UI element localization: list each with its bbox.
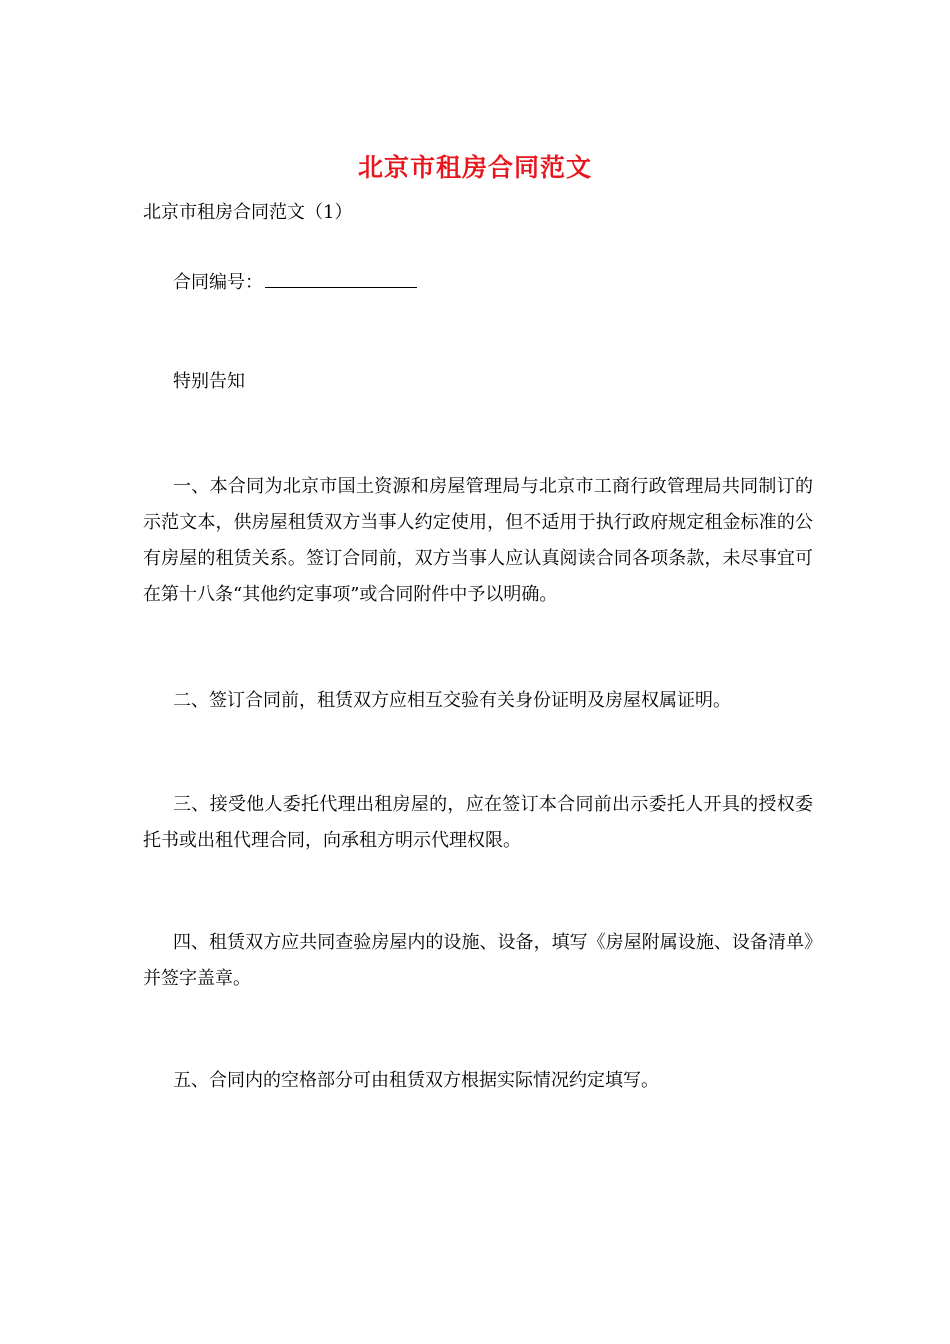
notice-paragraph-5: 五、合同内的空格部分可由租赁双方根据实际情况约定填写。 — [173, 1070, 659, 1091]
contract-number-row — [173, 268, 417, 298]
notice-heading: 特别告知 — [173, 371, 245, 392]
notice-paragraph-4: 四、租赁双方应共同查验房屋内的设施、设备，填写《房屋附属设施、设备清单》并签字盖章。 — [143, 932, 813, 989]
notice-paragraph-2: 二、签订合同前，租赁双方应相互交验有关身份证明及房屋权属证明。 — [173, 690, 731, 711]
notice-paragraph-3: 三、接受他人委托代理出租房屋的，应在签订本合同前出示委托人开具的授权委托书或出租代理合同，向承租方明示代理权限。 — [143, 794, 813, 851]
contract-number-blank — [265, 269, 417, 288]
notice-paragraph-1: 一、本合同为北京市国土资源和房屋管理局与北京市工商行政管理局共同制订的示范文本，供房屋租赁双方当事人约定使用，但不适用于执行政府规定租金标准的公有房屋的租赁关系。签订合同前，双方当事人应认真阅读合同各项条款，未尽事宜可在第十八条“其他约定事项”或合同附件中予以明确。 — [143, 476, 813, 605]
document-subtitle: 北京市租房合同范文（1） — [143, 202, 353, 223]
document-title: 北京市租房合同范文 — [357, 153, 592, 182]
contract-number-label: 合同编号： — [173, 272, 263, 293]
